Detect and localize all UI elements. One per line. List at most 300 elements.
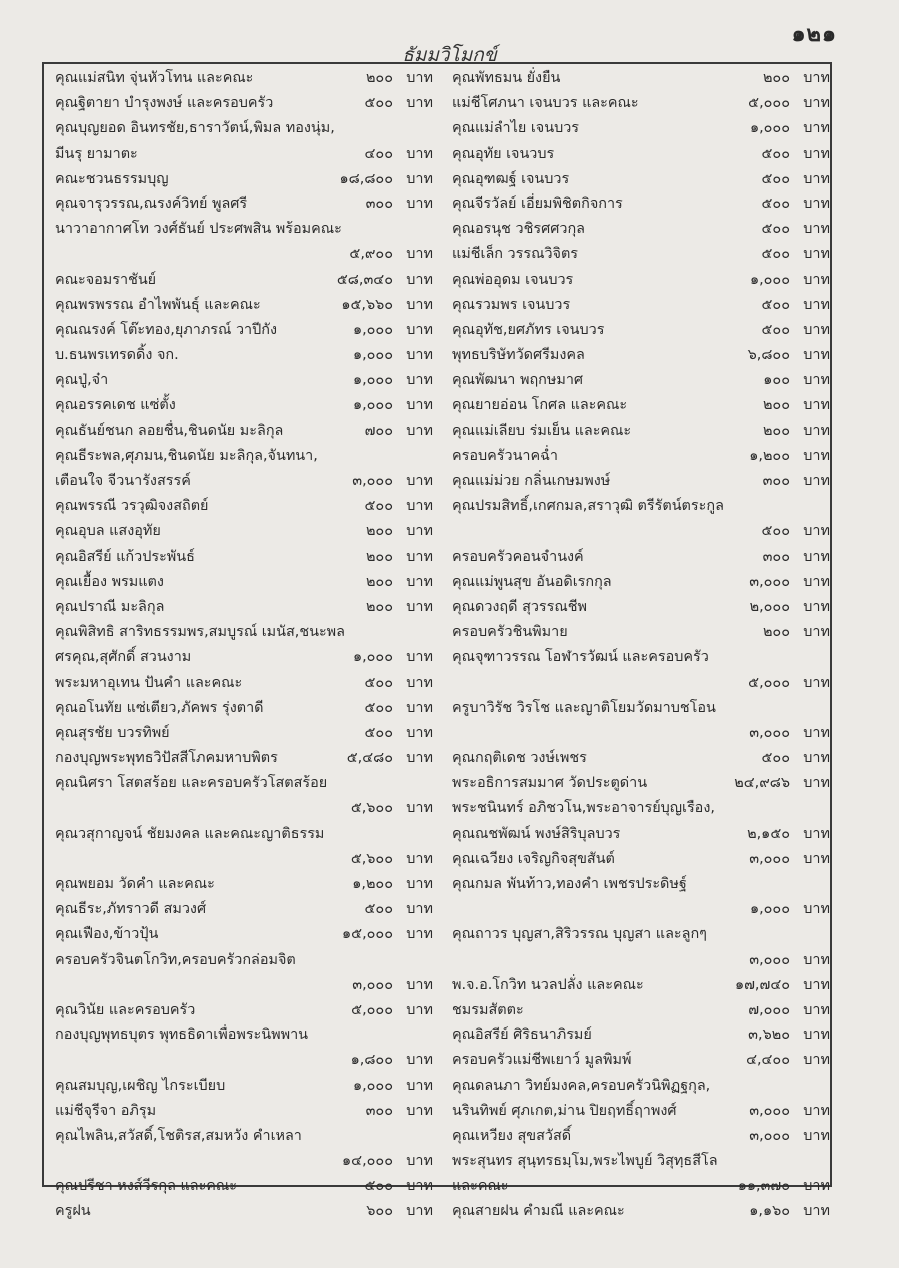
- donor-row: [55, 1074, 433, 1099]
- donation-amount: ๑,๐๐๐: [352, 649, 393, 666]
- donor-name: ครอบครัวชินพิมาย: [452, 624, 568, 641]
- donor-name: คุณไพลิน,สวัสดิ์,โชติรส,สมหวัง คำเหลา: [55, 1127, 302, 1144]
- donation-amount: ๒๐๐: [762, 397, 790, 414]
- currency-unit: บาท: [406, 321, 433, 338]
- right-column: [452, 66, 830, 1225]
- donation-amount: ๖๐๐: [366, 1203, 393, 1220]
- currency-unit: บาท: [406, 699, 433, 716]
- donor-row: [55, 1149, 433, 1174]
- donor-row: [452, 721, 830, 746]
- donor-name: ครูบาวิรัช วิรโช และญาติโยมวัดมาบชโอน: [452, 699, 716, 716]
- donor-row: [452, 1099, 830, 1124]
- currency-unit: บาท: [803, 901, 830, 918]
- currency-unit: บาท: [406, 1052, 433, 1069]
- donor-row: [452, 142, 830, 167]
- donor-row: [452, 1023, 830, 1048]
- donor-name: กองบุญพระพุทธวิปัสสีโภคมหาบพิตร: [55, 750, 278, 767]
- donation-amount: ๑,๐๐๐: [352, 1077, 393, 1094]
- donor-row: [452, 796, 830, 821]
- left-column: [55, 66, 433, 1225]
- donor-row: [55, 167, 433, 192]
- donor-name: คุณพิสิทธิ สาริทธรรมพร,สมบูรณ์ เมนัส,ชนะพล: [55, 624, 345, 641]
- donor-row: [452, 847, 830, 872]
- currency-unit: บาท: [406, 1178, 433, 1195]
- donor-row: [452, 192, 830, 217]
- donor-name: แม่ชีโศภนา เจนบวร และคณะ: [452, 95, 639, 112]
- donor-row: [452, 696, 830, 721]
- donation-amount: ๕,๖๐๐: [350, 800, 393, 817]
- donor-name: ครอบครัวแม่ชีพเยาว์ มูลพิมพ์: [452, 1052, 632, 1069]
- currency-unit: บาท: [803, 1102, 830, 1119]
- donation-amount: ๗,๐๐๐: [748, 1001, 790, 1018]
- donor-row: [55, 293, 433, 318]
- currency-unit: บาท: [803, 195, 830, 212]
- currency-unit: บาท: [406, 473, 433, 489]
- currency-unit: บาท: [406, 70, 433, 86]
- currency-unit: บาท: [406, 347, 433, 364]
- currency-unit: บาท: [406, 1001, 433, 1018]
- donor-row: [55, 847, 433, 872]
- donation-amount: ๒,๐๐๐: [749, 598, 790, 615]
- donation-amount: ๕,๐๐๐: [351, 1001, 393, 1018]
- currency-unit: บาท: [803, 1052, 830, 1069]
- donation-amount: ๕๐๐: [761, 296, 790, 313]
- currency-unit: บาท: [803, 951, 830, 968]
- donor-name: ครอบครัวนาคฉ่ำ: [452, 447, 558, 464]
- currency-unit: บาท: [803, 70, 830, 86]
- donor-name: คุณยายอ่อน โกศล และคณะ: [452, 397, 628, 414]
- donor-name: คุณธีระ,ภัทราวดี สมวงศ์: [55, 901, 207, 918]
- donor-name: บ.ธนพรเทรดดิ้ง จก.: [55, 347, 179, 364]
- donor-row: [55, 1174, 433, 1199]
- donation-amount: ๕๐๐: [761, 170, 790, 187]
- donation-amount: ๕๐๐: [761, 145, 790, 162]
- donor-name: คุณเฟือง,ข้าวปุ้น: [55, 926, 159, 943]
- donor-row: [452, 595, 830, 620]
- donor-row: [452, 242, 830, 267]
- donation-amount: ๓,๐๐๐: [749, 573, 790, 590]
- donor-row: [452, 91, 830, 116]
- donor-name: คุณอรนุช วชิรศศวกุล: [452, 221, 585, 238]
- donor-name: คุณนิศรา โสตสร้อย และครอบครัวโสตสร้อย: [55, 775, 328, 792]
- donor-row: [452, 746, 830, 771]
- donation-amount: ๒๐๐: [365, 523, 393, 540]
- currency-unit: บาท: [803, 548, 830, 565]
- donor-row: [452, 948, 830, 973]
- donor-row: [55, 872, 433, 897]
- donor-row: [55, 998, 433, 1023]
- currency-unit: บาท: [803, 1203, 830, 1220]
- currency-unit: บาท: [803, 321, 830, 338]
- donor-name: พ.จ.อ.โกวิท นวลปลั่ง และคณะ: [452, 976, 644, 993]
- currency-unit: บาท: [406, 548, 433, 565]
- donation-amount: ๑,๐๐๐: [352, 347, 393, 364]
- donor-row: [452, 872, 830, 897]
- currency-unit: บาท: [803, 724, 830, 741]
- currency-unit: บาท: [406, 1203, 433, 1220]
- currency-unit: บาท: [406, 523, 433, 540]
- donor-name: คุณปราณี มะลิกุล: [55, 598, 165, 615]
- donor-row: [55, 192, 433, 217]
- currency-unit: บาท: [406, 876, 433, 892]
- donor-row: [55, 444, 433, 469]
- currency-unit: บาท: [803, 825, 830, 842]
- donor-row: [55, 721, 433, 746]
- donation-amount: ๕๐๐: [364, 724, 393, 741]
- donor-name: คุณอุบล แสงอุทัย: [55, 523, 161, 540]
- donor-row: [55, 595, 433, 620]
- donor-name: คุณแม่ม่วย กลิ่นเกษมพงษ์: [452, 473, 611, 489]
- donation-amount: ๓๐๐: [365, 1102, 393, 1119]
- donor-row: [55, 822, 433, 847]
- donor-row: [55, 545, 433, 570]
- donation-amount: ๕๐๐: [761, 195, 790, 212]
- donation-amount: ๑๑,๓๗๐: [737, 1178, 790, 1195]
- currency-unit: บาท: [406, 1153, 433, 1170]
- donation-amount: ๓๐๐: [762, 548, 790, 565]
- donor-name: คุณพัฒนา พฤกษมาศ: [452, 372, 584, 389]
- donor-row: [55, 268, 433, 293]
- donor-row: [452, 998, 830, 1023]
- donor-name: พระอธิการสมมาศ วัดประตูด่าน: [452, 775, 648, 792]
- donor-name: ศรคุณ,สุศักดิ์ สวนงาม: [55, 649, 192, 666]
- currency-unit: บาท: [406, 850, 433, 867]
- donation-amount: ๕,๖๐๐: [350, 850, 393, 867]
- donor-name: คุณพรรณี วรวุฒิจงสถิตย์: [55, 498, 209, 515]
- donor-name: คุณปรมสิทธิ์,เกศกมล,สราวุฒิ ตรีรัตน์ตระกูล: [452, 498, 724, 515]
- donation-amount: ๒๐๐: [365, 598, 393, 615]
- currency-unit: บาท: [406, 598, 433, 615]
- donor-row: [452, 217, 830, 242]
- donor-row: [452, 822, 830, 847]
- donation-amount: ๓,๐๐๐: [749, 850, 790, 867]
- donation-amount: ๑,๐๐๐: [352, 372, 393, 389]
- donor-row: [452, 393, 830, 418]
- donor-row: [55, 1099, 433, 1124]
- donor-row: [55, 696, 433, 721]
- currency-unit: บาท: [803, 145, 830, 162]
- donation-amount: ๑,๐๐๐: [749, 901, 790, 918]
- donation-amount: ๓,๐๐๐: [749, 724, 790, 741]
- currency-unit: บาท: [803, 422, 830, 439]
- donor-row: [452, 343, 830, 368]
- currency-unit: บาท: [803, 1001, 830, 1018]
- donation-amount: ๑,๑๖๐: [749, 1203, 790, 1220]
- currency-unit: บาท: [406, 372, 433, 389]
- donation-amount: ๕๐๐: [761, 246, 790, 263]
- donor-row: [55, 217, 433, 242]
- donor-row: [452, 545, 830, 570]
- currency-unit: บาท: [406, 649, 433, 666]
- currency-unit: บาท: [803, 1027, 830, 1044]
- donation-amount: ๕,๔๘๐: [346, 750, 393, 767]
- donation-amount: ๑,๒๐๐: [352, 876, 393, 892]
- donor-name: คุณวินัย และครอบครัว: [55, 1001, 196, 1018]
- donor-name: คุณบุญยอด อินทรชัย,ธาราวัตน์,พิมล ทองนุ่ม,: [55, 120, 335, 137]
- donor-name: คุณพ่ออุดม เจนบวร: [452, 271, 574, 288]
- donor-name: คุณสายฝน คำมณี และคณะ: [452, 1203, 625, 1220]
- donation-amount: ๑,๒๐๐: [749, 447, 790, 464]
- donor-name: คุณเยื้อง พรมแตง: [55, 573, 164, 590]
- donor-name: คุณดลนภา วิทย์มงคล,ครอบครัวนิพิฏฐกุล,: [452, 1077, 711, 1094]
- donor-name: คุณอุฑฒฐ์ เจนบวร: [452, 170, 570, 187]
- donation-amount: ๑๘,๘๐๐: [339, 170, 393, 187]
- donor-row: [452, 167, 830, 192]
- currency-unit: บาท: [406, 246, 433, 263]
- donation-amount: ๓๐๐: [365, 195, 393, 212]
- donation-amount: ๒๐๐: [762, 422, 790, 439]
- donor-name: คุณอิสรีย์ ศิริธนาภิรมย์: [452, 1027, 592, 1044]
- donor-row: [452, 66, 830, 91]
- donor-name: คุณดวงฤดี สุวรรณชีพ: [452, 598, 587, 615]
- donor-name: คุณเฉวียง เจริญกิจสุขสันต์: [452, 850, 615, 867]
- donation-amount: ๕๐๐: [761, 221, 790, 238]
- currency-unit: บาท: [803, 473, 830, 489]
- donor-row: [452, 897, 830, 922]
- donor-row: [55, 796, 433, 821]
- currency-unit: บาท: [803, 271, 830, 288]
- donor-name: พระชนินทร์ อภิชวโน,พระอาจารย์บุญเรือง,: [452, 800, 715, 817]
- donor-name: คุณธันย์ชนก ลอยชื่น,ชินดนัย มะลิกุล: [55, 422, 284, 439]
- currency-unit: บาท: [406, 1077, 433, 1094]
- currency-unit: บาท: [406, 422, 433, 439]
- page-number: ๑๒๑: [791, 22, 837, 47]
- donation-amount: ๑๔,๐๐๐: [342, 1153, 393, 1170]
- donation-amount: ๑,๐๐๐: [749, 120, 790, 137]
- donor-name: คุณแม่ลำไย เจนบวร: [452, 120, 580, 137]
- donor-name: พระมหาอุเทน ปันคำ และคณะ: [55, 674, 243, 691]
- donation-amount: ๒๔,๙๘๖: [734, 775, 790, 792]
- donation-amount: ๒๐๐: [365, 573, 393, 590]
- donor-name: แม่ชีเล็ก วรรณวิจิตร: [452, 246, 579, 263]
- donor-name: พระสุนทร สุนฺทรธมฺโม,พระไพบูย์ วิสุทฺธสีโล: [452, 1153, 718, 1170]
- currency-unit: บาท: [406, 674, 433, 691]
- donor-name: คุณวสุกาญจน์ ชัยมงคล และคณะญาติธรรม: [55, 825, 325, 842]
- donor-name: และคณะ: [452, 1178, 509, 1195]
- donor-row: [452, 620, 830, 645]
- donation-amount: ๒,๑๕๐: [747, 825, 790, 842]
- donor-name: คุณอโนทัย แซ่เตียว,ภัคพร รุ่งตาดี: [55, 699, 264, 716]
- donor-name: คุณธีระพล,ศุภมน,ชินดนัย มะลิกุล,จันทนา,: [55, 447, 318, 464]
- currency-unit: บาท: [406, 976, 433, 993]
- donation-amount: ๕๐๐: [364, 699, 393, 716]
- currency-unit: บาท: [803, 447, 830, 464]
- donation-amount: ๕๐๐: [364, 1178, 393, 1195]
- currency-unit: บาท: [803, 372, 830, 389]
- donor-row: [55, 242, 433, 267]
- donor-row: [452, 645, 830, 670]
- page-title: ธัมมวิโมกข์: [402, 44, 497, 66]
- donor-name: พุทธบริษัทวัดศรีมงคล: [452, 347, 585, 364]
- currency-unit: บาท: [406, 145, 433, 162]
- donor-name: ครูฝน: [55, 1203, 91, 1220]
- donor-row: [55, 1048, 433, 1073]
- donation-amount: ๕,๐๐๐: [748, 674, 790, 691]
- donor-row: [55, 671, 433, 696]
- donor-row: [55, 620, 433, 645]
- donation-amount: ๓,๐๐๐: [749, 1127, 790, 1144]
- donor-row: [55, 116, 433, 141]
- donor-name: เตือนใจ จีวนารังสรรค์: [55, 473, 191, 489]
- donor-row: [452, 519, 830, 544]
- donor-row: [55, 1023, 433, 1048]
- donor-row: [452, 1124, 830, 1149]
- donor-row: [452, 1174, 830, 1199]
- currency-unit: บาท: [803, 120, 830, 137]
- donor-name: คุณปรีชา หงส์วีรกุล และคณะ: [55, 1178, 238, 1195]
- donor-name: คุณสมบุญ,เผชิญ ไกระเบียบ: [55, 1077, 226, 1094]
- donor-name: คุณอิสรีย์ แก้วประพันธ์: [55, 548, 195, 565]
- donor-row: [55, 368, 433, 393]
- currency-unit: บาท: [803, 221, 830, 238]
- donor-name: คุณอุทัย เจนวบร: [452, 145, 555, 162]
- donation-amount: ๑๐๐: [763, 372, 790, 389]
- donor-row: [55, 948, 433, 973]
- donor-name: แม่ชีจุรีจา อภิรุม: [55, 1102, 157, 1119]
- donor-row: [55, 343, 433, 368]
- currency-unit: บาท: [406, 1102, 433, 1119]
- donor-name: คุณสุรชัย บวรทิพย์: [55, 724, 170, 741]
- donor-row: [55, 771, 433, 796]
- donation-amount: ๔๐๐: [364, 145, 393, 162]
- donor-row: [55, 419, 433, 444]
- currency-unit: บาท: [803, 397, 830, 414]
- donation-amount: ๓,๐๐๐: [352, 976, 393, 993]
- donor-name: คุณจุฑาวรรณ โอฬารวัฒน์ และครอบครัว: [452, 649, 709, 666]
- donor-name: คุณแม่เลียบ ร่มเย็น และคณะ: [452, 422, 632, 439]
- currency-unit: บาท: [803, 850, 830, 867]
- donor-row: [55, 519, 433, 544]
- donation-amount: ๕,๐๐๐: [748, 95, 790, 112]
- donation-amount: ๑๗,๗๔๐: [734, 976, 790, 993]
- donor-row: [55, 570, 433, 595]
- donor-name: ครอบครัวจินตโกวิท,ครอบครัวกล่อมจิต: [55, 951, 296, 968]
- donor-row: [452, 570, 830, 595]
- donation-amount: ๕๐๐: [761, 523, 790, 540]
- donor-row: [452, 293, 830, 318]
- donation-amount: ๕๐๐: [364, 901, 393, 918]
- donation-amount: ๓,๖๒๐: [748, 1027, 790, 1044]
- donor-row: [55, 973, 433, 998]
- donation-amount: ๔,๔๐๐: [746, 1052, 790, 1069]
- donor-row: [55, 91, 433, 116]
- donor-row: [55, 393, 433, 418]
- donor-row: [452, 1048, 830, 1073]
- donor-row: [452, 973, 830, 998]
- donation-amount: ๕๐๐: [761, 750, 790, 767]
- donor-row: [452, 419, 830, 444]
- donor-row: [452, 444, 830, 469]
- donor-row: [55, 1124, 433, 1149]
- donation-amount: ๗๐๐: [364, 422, 393, 439]
- donation-amount: ๕๐๐: [364, 498, 393, 515]
- donor-name: นาวาอากาศโท วงศ์ธันย์ ประศพสิน พร้อมคณะ: [55, 221, 342, 238]
- currency-unit: บาท: [803, 976, 830, 993]
- donor-row: [452, 1149, 830, 1174]
- currency-unit: บาท: [406, 573, 433, 590]
- donation-amount: ๕๐๐: [364, 674, 393, 691]
- donor-name: คุณปู่,จ๋า: [55, 372, 109, 389]
- donor-name: คุณจีรวัลย์ เอี่ยมพิชิตกิจการ: [452, 195, 623, 212]
- donation-amount: ๑,๐๐๐: [749, 271, 790, 288]
- donor-name: คุณแม่สนิท จุ่นหัวโทน และคณะ: [55, 70, 254, 86]
- donation-amount: ๕,๙๐๐: [349, 246, 393, 263]
- donor-name: คุณณรงค์ โต๊ะทอง,ยุภาภรณ์ วาปีกัง: [55, 321, 277, 338]
- donor-row: [452, 1199, 830, 1224]
- donor-name: คุณแม่พูนสุข อันอดิเรกกุล: [452, 573, 612, 590]
- donor-name: คุณกมล พันท้าว,ทองคำ เพชรประดิษฐ์: [452, 876, 687, 892]
- currency-unit: บาท: [803, 624, 830, 641]
- donor-name: คณะจอมราชันย์: [55, 271, 157, 288]
- donor-row: [452, 268, 830, 293]
- donation-amount: ๓๐๐: [762, 473, 790, 489]
- currency-unit: บาท: [803, 750, 830, 767]
- donation-amount: ๕๐๐: [364, 95, 393, 112]
- currency-unit: บาท: [406, 195, 433, 212]
- donor-row: [452, 671, 830, 696]
- donor-row: [452, 494, 830, 519]
- donation-amount: ๒๐๐: [365, 548, 393, 565]
- donor-name: ครอบครัวคอนจำนงค์: [452, 548, 584, 565]
- currency-unit: บาท: [406, 95, 433, 112]
- currency-unit: บาท: [406, 800, 433, 817]
- donation-amount: ๓,๐๐๐: [749, 951, 790, 968]
- donation-amount: ๑,๐๐๐: [352, 397, 393, 414]
- donor-name: ชมรมสัตตะ: [452, 1001, 524, 1018]
- currency-unit: บาท: [803, 347, 830, 364]
- donor-name: นรินทิพย์ ศุภเกต,ม่าน ปิยฤทธิ์ฤาพงศ์: [452, 1102, 677, 1119]
- donation-amount: ๖,๘๐๐: [747, 347, 790, 364]
- currency-unit: บาท: [406, 926, 433, 943]
- currency-unit: บาท: [406, 271, 433, 288]
- currency-unit: บาท: [803, 246, 830, 263]
- donation-amount: ๒๐๐: [365, 70, 393, 86]
- donation-amount: ๓,๐๐๐: [749, 1102, 790, 1119]
- currency-unit: บาท: [406, 397, 433, 414]
- donor-name: คณะชวนธรรมบุญ: [55, 170, 169, 187]
- currency-unit: บาท: [803, 598, 830, 615]
- donation-amount: ๓,๐๐๐: [352, 473, 393, 489]
- donor-name: คุณอรรคเดช แซ่ตั้ง: [55, 397, 176, 414]
- currency-unit: บาท: [803, 775, 830, 792]
- donor-name: คุณพัทธมน ยั่งยืน: [452, 70, 561, 86]
- donor-name: คุณถาวร บุญสา,สิริวรรณ บุญสา และลูกๆ: [452, 926, 707, 943]
- donation-amount: ๑๕,๐๐๐: [342, 926, 393, 943]
- donor-name: คุณจารุวรรณ,ณรงค์วิทย์ พูลศรี: [55, 195, 248, 212]
- currency-unit: บาท: [406, 296, 433, 313]
- currency-unit: บาท: [803, 523, 830, 540]
- donor-row: [452, 116, 830, 141]
- currency-unit: บาท: [803, 573, 830, 590]
- donation-amount: ๕๐๐: [761, 321, 790, 338]
- donor-row: [452, 469, 830, 494]
- currency-unit: บาท: [406, 724, 433, 741]
- currency-unit: บาท: [803, 674, 830, 691]
- donor-row: [55, 1199, 433, 1224]
- currency-unit: บาท: [406, 750, 433, 767]
- donor-row: [452, 771, 830, 796]
- donor-name: มีนรุ ยามาตะ: [55, 145, 138, 162]
- donor-row: [452, 1074, 830, 1099]
- donor-row: [452, 318, 830, 343]
- currency-unit: บาท: [406, 498, 433, 515]
- donor-row: [55, 897, 433, 922]
- donation-amount: ๒๐๐: [762, 70, 790, 86]
- currency-unit: บาท: [406, 901, 433, 918]
- donation-amount: ๒๐๐: [762, 624, 790, 641]
- donor-name: คุณฐิตายา บำรุงพงษ์ และครอบครัว: [55, 95, 274, 112]
- donor-name: คุณอุทัช,ยศภัทร เจนบวร: [452, 321, 605, 338]
